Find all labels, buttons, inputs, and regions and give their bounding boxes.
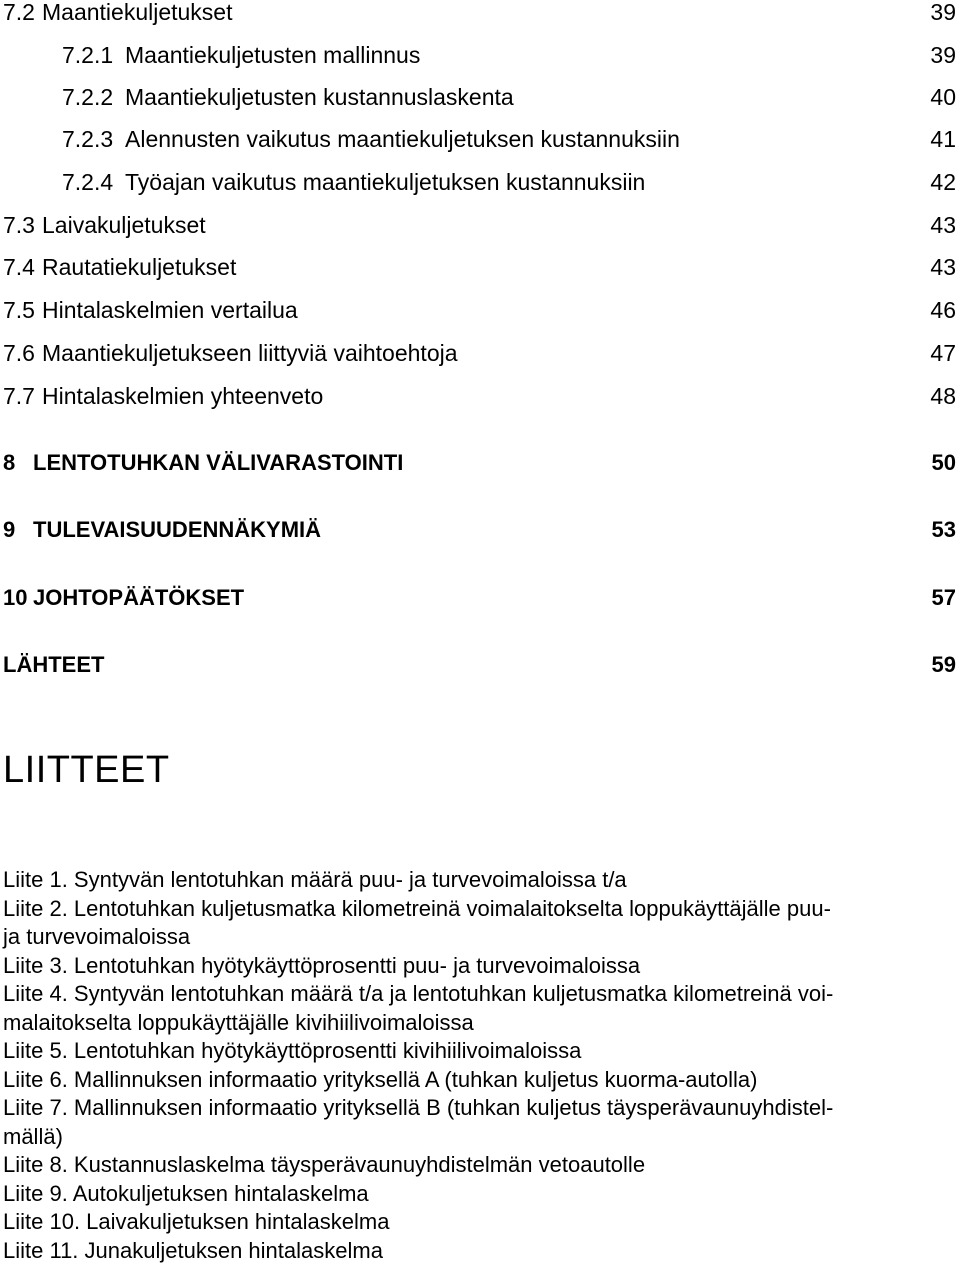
toc-number: 7.5 <box>3 297 35 323</box>
toc-entry-7-2-1[interactable] <box>0 40 960 70</box>
toc-entry-7-4[interactable] <box>0 252 960 282</box>
toc-entry-references[interactable] <box>0 650 960 680</box>
toc-page: 41 <box>930 126 956 152</box>
toc-title: Laivakuljetukset <box>42 212 206 238</box>
toc-number: 7.2 <box>3 0 35 25</box>
toc-page: 53 <box>931 517 956 542</box>
toc-title: Maantiekuljetukseen liittyviä vaihtoehtoja <box>42 340 458 366</box>
toc-title: JOHTOPÄÄTÖKSET <box>33 585 245 610</box>
toc-page: 39 <box>930 0 956 25</box>
toc-title: Maantiekuljetusten kustannuslaskenta <box>125 84 514 110</box>
toc-entry-7-2-4[interactable] <box>0 167 960 197</box>
appendix-item[interactable]: Liite 2. Lentotuhkan kuljetusmatka kilometreinä voimalaitokselta loppukäyttäjälle puu- <box>3 895 831 921</box>
toc-title: Rautatiekuljetukset <box>42 254 237 280</box>
toc-entry-7-2-2[interactable] <box>0 82 960 112</box>
toc-entry-7-5[interactable] <box>0 295 960 325</box>
appendix-item-continuation[interactable]: mällä) <box>3 1123 63 1149</box>
toc-page: 57 <box>931 585 956 610</box>
toc-page: 43 <box>930 254 956 280</box>
toc-number: 7.2.1 <box>62 42 114 68</box>
toc-entry-chapter-8[interactable] <box>0 448 960 478</box>
toc-page: 48 <box>930 383 956 409</box>
toc-number: 8 <box>3 450 16 475</box>
toc-entry-7-2[interactable] <box>0 0 960 27</box>
appendix-item[interactable]: Liite 4. Syntyvän lentotuhkan määrä t/a ja lentotuhkan kuljetusmatka kilometreinä voi- <box>3 981 834 1006</box>
toc-number: 7.6 <box>3 340 35 366</box>
toc-number: 7.2.4 <box>62 169 114 195</box>
appendix-item[interactable]: Liite 8. Kustannuslaskelma täysperävaunuyhdistelmän vetoautolle <box>3 1152 646 1177</box>
toc-title: Alennusten vaikutus maantiekuljetuksen kustannuksiin <box>125 126 680 152</box>
toc-title: Maantiekuljetukset <box>42 0 233 25</box>
toc-title: Työajan vaikutus maantiekuljetuksen kustannuksiin <box>125 169 646 195</box>
toc-page: 59 <box>931 652 956 677</box>
appendix-list <box>3 866 943 1265</box>
toc-page: 40 <box>930 84 956 110</box>
toc-entry-7-2-3[interactable] <box>0 124 960 154</box>
toc-entry-7-7[interactable] <box>0 381 960 411</box>
toc-title: TULEVAISUUDENNÄKYMIÄ <box>33 517 322 542</box>
appendix-item-continuation[interactable]: ja turvevoimaloissa <box>3 924 191 949</box>
toc-page: 50 <box>931 450 956 475</box>
toc-title: LENTOTUHKAN VÄLIVARASTOINTI <box>33 450 404 475</box>
toc-title: Hintalaskelmien vertailua <box>42 297 298 323</box>
appendix-item[interactable]: Liite 9. Autokuljetuksen hintalaskelma <box>3 1180 369 1206</box>
appendix-item[interactable]: Liite 11. Junakuljetuksen hintalaskelma <box>3 1237 383 1263</box>
appendix-item[interactable]: Liite 5. Lentotuhkan hyötykäyttöprosentti kivihiilivoimaloissa <box>3 1038 582 1063</box>
toc-number: 9 <box>3 517 16 542</box>
appendix-item[interactable]: Liite 1. Syntyvän lentotuhkan määrä puu- ja turvevoimaloissa t/a <box>3 867 627 892</box>
toc-page: 43 <box>930 212 956 238</box>
appendix-item-continuation[interactable]: malaitokselta loppukäyttäjälle kivihiilivoimaloissa <box>3 1009 474 1035</box>
toc-page: 42 <box>930 169 956 195</box>
toc-entry-7-3[interactable] <box>0 210 960 240</box>
toc-number: 10 <box>3 585 28 610</box>
toc-number: 7.4 <box>3 254 35 280</box>
toc-page: 47 <box>930 340 956 366</box>
toc-entry-7-6[interactable] <box>0 338 960 368</box>
toc-entry-chapter-9[interactable] <box>0 515 960 545</box>
toc-number: 7.7 <box>3 383 35 409</box>
toc-title: Maantiekuljetusten mallinnus <box>125 42 421 68</box>
toc-number: 7.2.2 <box>62 84 114 110</box>
appendix-item[interactable]: Liite 6. Mallinnuksen informaatio yrityksellä A (tuhkan kuljetus kuorma-autolla) <box>3 1066 758 1092</box>
toc-number: 7.2.3 <box>62 126 114 152</box>
appendix-item[interactable]: Liite 10. Laivakuljetuksen hintalaskelma <box>3 1209 390 1234</box>
appendices-heading: LIITTEET <box>3 749 170 791</box>
toc-number: 7.3 <box>3 212 35 238</box>
toc-entry-chapter-10[interactable] <box>0 583 960 613</box>
toc-page: 46 <box>930 297 956 323</box>
appendix-item[interactable]: Liite 7. Mallinnuksen informaatio yrityksellä B (tuhkan kuljetus täysperävaunuyhdistel- <box>3 1095 834 1120</box>
toc-title: LÄHTEET <box>3 652 105 677</box>
appendix-item[interactable]: Liite 3. Lentotuhkan hyötykäyttöprosentti puu- ja turvevoimaloissa <box>3 952 641 978</box>
toc-page: 39 <box>930 42 956 68</box>
toc-title: Hintalaskelmien yhteenveto <box>42 383 324 409</box>
